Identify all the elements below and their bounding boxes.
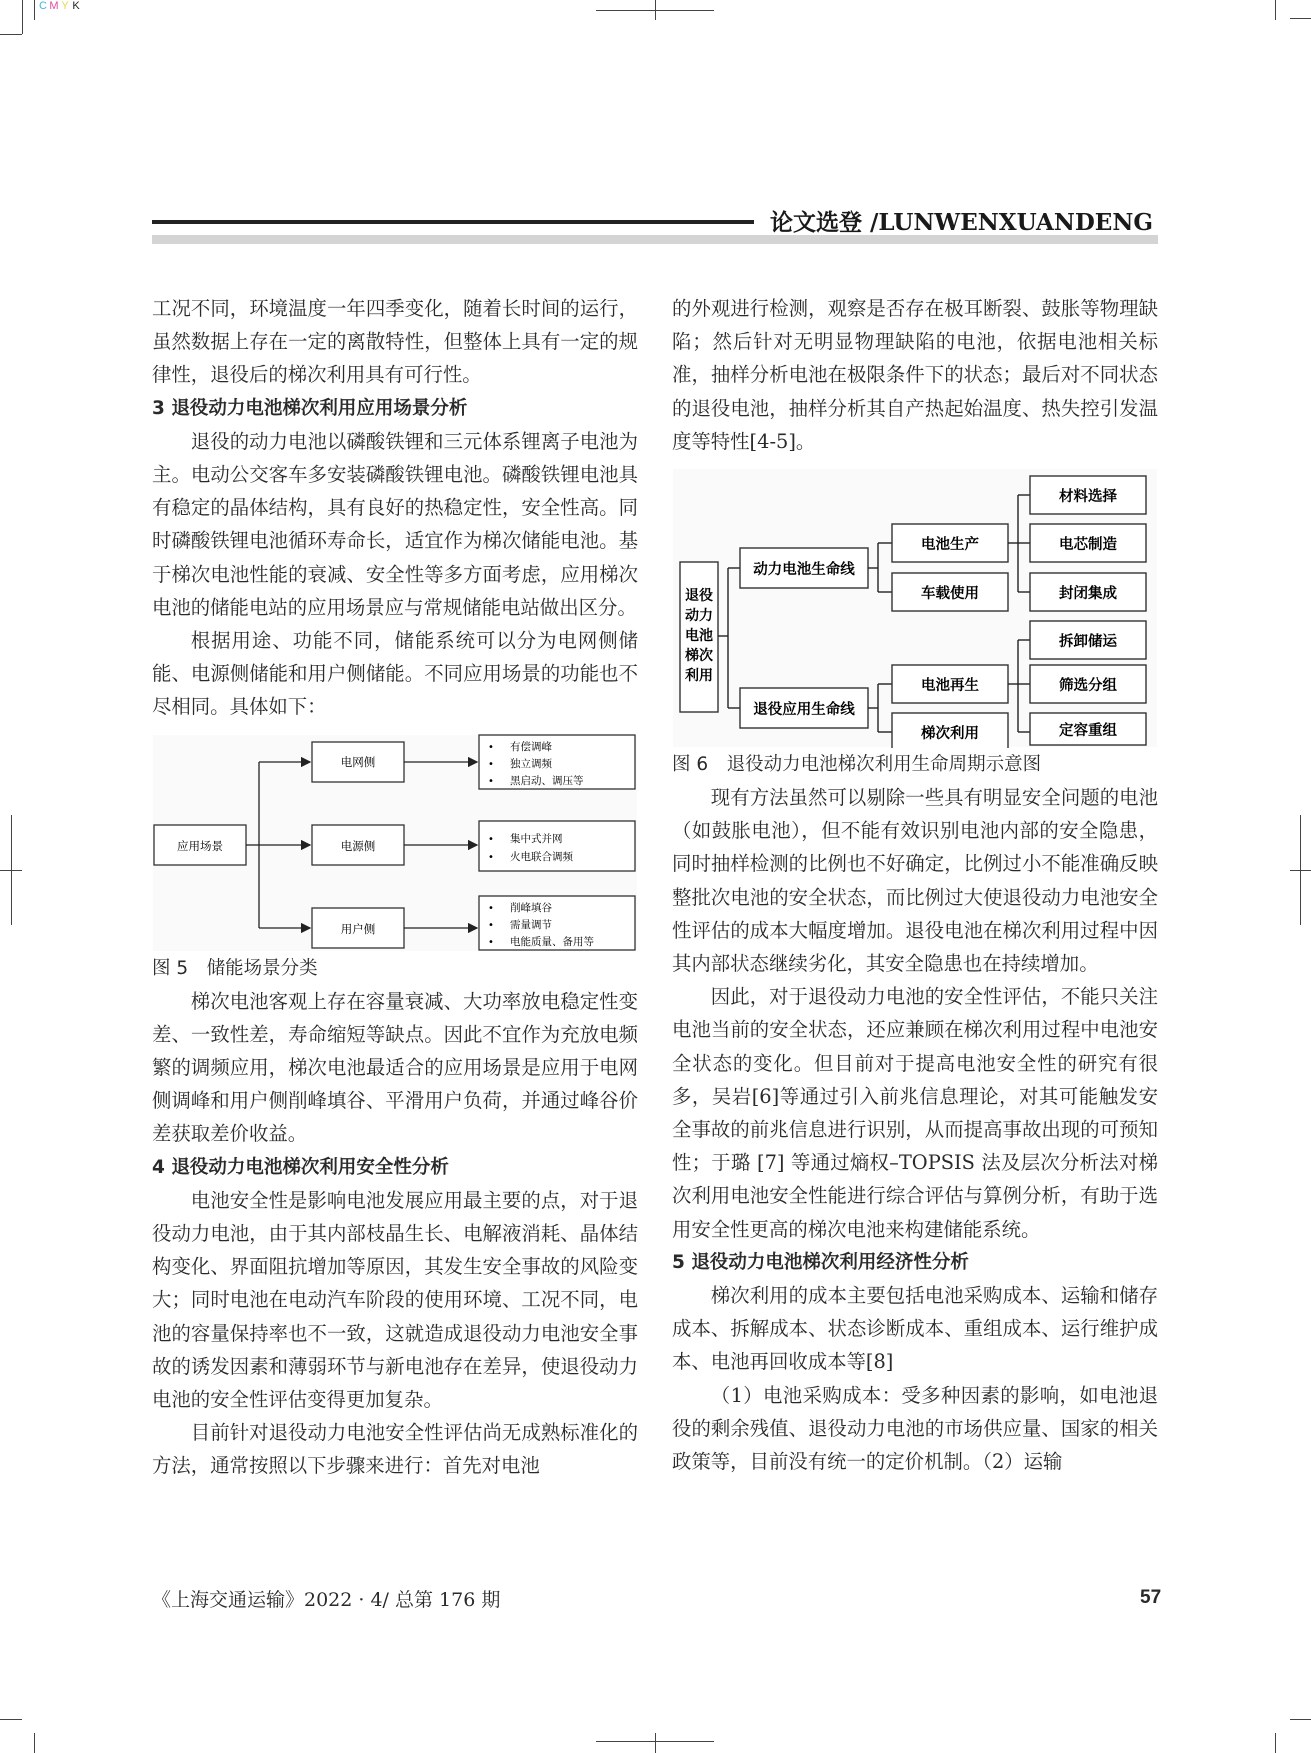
left-column (152, 292, 638, 1483)
fig5-items-box (479, 821, 635, 871)
paragraph: 梯次电池客观上存在容量衰减、大功率放电稳定性变差、一致性差，寿命缩短等缺点。因此不宜作为充放电频繁的调频应用，梯次电池最适合的应用场景是应用于电网侧调峰和用户侧削峰填谷、平滑用户负荷，并通过峰谷价差获取差价收益。 (152, 989, 638, 1146)
paragraph: 目前针对退役动力电池安全性评估尚无成熟标准化的方法，通常按照以下步骤来进行：首先对电池 (152, 1421, 638, 1478)
paragraph: 电池安全性是影响电池发展应用最主要的点，对于退役动力电池，由于其内部枝晶生长、电解液消耗、晶体结构变化、界面阻抗增加等原因，其发生安全事故的风险变大；同时电池在电动汽车阶段的使用环境、工况不同，电池的容量保持率也不一致，这就造成退役动力电池安全事故的诱发因素和薄弱环节与新电池存在差异，使退役动力电池的安全性评估变得更加复杂。 (152, 1188, 638, 1412)
paragraph: （1）电池采购成本：受多种因素的影响，如电池退役的剩余残值、退役动力电池的市场供应量、国家的相关政策等，目前没有统一的定价机制。（2）运输 (672, 1383, 1158, 1474)
fig6-leaf-label: 定容重组 (1059, 723, 1117, 740)
journal-issue: 《上海交通运输》2022 · 4/ 总第 176 期 (152, 1589, 501, 1611)
fig5-bullet: • (488, 919, 494, 931)
fig5-item: 削峰填谷 (510, 901, 552, 914)
figure-6-diagram (672, 468, 1158, 748)
fig6-root-label: 退役 (685, 588, 713, 605)
fig5-bullet: • (488, 741, 494, 753)
fig5-bullet: • (488, 758, 494, 770)
cmyk-c: C (39, 0, 48, 12)
cmyk-m: M (49, 0, 60, 12)
paragraph: 退役的动力电池以磷酸铁锂和三元体系锂离子电池为主。电动公交客车多安装磷酸铁锂电池。磷酸铁锂电池具有稳定的晶体结构，具有良好的热稳定性，安全性高。同时磷酸铁锂电池循环寿命长，适宜作为梯次储能电池。基于梯次电池性能的衰减、安全性等多方面考虑，应用梯次电池的储能电站的应用场景应与常规储能电站做出区分。 (152, 429, 638, 619)
fig5-bullet: • (488, 833, 494, 845)
section-heading-5: 5 退役动力电池梯次利用经济性分析 (672, 1251, 969, 1273)
section-heading-4: 4 退役动力电池梯次利用安全性分析 (152, 1156, 449, 1178)
paragraph: 现有方法虽然可以剔除一些具有明显安全问题的电池（如鼓胀电池），但不能有效识别电池内部的安全隐患，同时抽样检测的比例也不好确定，比例过小不能准确反映整批次电池的安全状态，而比例过大使退役动力电池安全性评估的成本大幅度增加。退役电池在梯次利用过程中因其内部状态继续劣化，其安全隐患也在持续增加。 (672, 786, 1158, 976)
fig6-root-label: 动力 (685, 608, 713, 625)
cmyk-color-bar (38, 0, 82, 12)
fig6-branch-label: 退役应用生命线 (753, 702, 855, 719)
fig5-item: 独立调频 (510, 757, 552, 770)
section-heading-3: 3 退役动力电池梯次利用应用场景分析 (152, 397, 468, 419)
fig6-branch-label: 动力电池生命线 (753, 562, 855, 579)
fig6-root-label: 梯次 (685, 648, 713, 665)
fig5-bullet: • (488, 936, 494, 948)
fig5-item: 需量调节 (510, 918, 552, 931)
fig5-bullet: • (488, 775, 494, 787)
fig5-item: 黑启动、调压等 (510, 774, 584, 787)
figure-6-caption: 图 6 退役动力电池梯次利用生命周期示意图 (672, 754, 1042, 776)
fig5-node-label: 电网侧 (340, 754, 376, 769)
cmyk-y: Y (61, 0, 70, 12)
fig6-root-label: 电池 (685, 628, 713, 645)
paragraph: 根据用途、功能不同，储能系统可以分为电网侧储能、电源侧储能和用户侧储能。不同应用场景的功能也不尽相同。具体如下： (152, 629, 638, 719)
fig5-item: 电能质量、备用等 (510, 935, 594, 948)
fig6-leaf-label: 拆卸储运 (1059, 634, 1117, 651)
paragraph: 工况不同，环境温度一年四季变化，随着长时间的运行，虽然数据上存在一定的离散特性，但整体上具有一定的规律性，退役后的梯次利用具有可行性。 (152, 297, 638, 387)
paragraph: 梯次利用的成本主要包括电池采购成本、运输和储存成本、拆解成本、状态诊断成本、重组成本、运行维护成本、电池再回收成本等[8] (672, 1284, 1158, 1374)
cmyk-k: K (72, 0, 81, 12)
fig5-bullet: • (488, 851, 494, 863)
fig5-item: 火电联合调频 (510, 850, 573, 863)
fig6-mid-label: 电池生产 (921, 537, 979, 554)
fig6-leaf-label: 电芯制造 (1059, 537, 1117, 554)
fig5-bullet: • (488, 902, 494, 914)
fig5-root-label: 应用场景 (177, 838, 223, 853)
fig6-leaf-label: 筛选分组 (1059, 678, 1117, 695)
figure-5 (152, 734, 638, 985)
paragraph: 的外观进行检测，观察是否存在极耳断裂、鼓胀等物理缺陷；然后针对无明显物理缺陷的电池，依据电池相关标准，抽样分析电池在极限条件下的状态；最后对不同状态的退役电池，抽样分析其自产热起始温度、热失控引发温度等特性[4-5]。 (672, 297, 1158, 453)
fig6-leaf-label: 材料选择 (1059, 489, 1117, 506)
fig6-mid-label: 梯次利用 (921, 726, 979, 743)
fig6-leaf-label: 封闭集成 (1059, 586, 1117, 603)
section-header-title: 论文选登 /LUNWENXUANDENG (770, 209, 1153, 236)
right-column (672, 292, 1158, 1478)
figure-5-caption: 图 5 储能场景分类 (152, 957, 318, 979)
page-number: 57 (1140, 1587, 1162, 1608)
fig5-node-label: 电源侧 (340, 838, 376, 853)
fig5-node-label: 用户侧 (340, 921, 376, 936)
fig5-item: 有偿调峰 (510, 740, 552, 753)
fig5-item: 集中式并网 (510, 832, 563, 845)
header-rule (152, 220, 754, 224)
figure-6 (672, 468, 1158, 781)
fig6-mid-label: 电池再生 (921, 678, 979, 695)
fig6-root-label: 利用 (685, 668, 713, 685)
fig6-mid-label: 车载使用 (921, 586, 979, 603)
paragraph: 因此，对于退役动力电池的安全性评估，不能只关注电池当前的安全状态，还应兼顾在梯次利用过程中电池安全状态的变化。但目前对于提高电池安全性的研究有很多，吴岩[6]等通过引入前兆信息理论，对其可能触发安全事故的前兆信息进行识别，从而提高事故出现的可预知性；于璐 [7] 等通过熵权–TOPSIS 法及层次分析法对梯次利用电池安全性能进行综合评估与算例分析，有助于选用安全性更高的梯次电池来构建储能系统。 (672, 985, 1158, 1241)
figure-5-diagram (152, 734, 638, 952)
